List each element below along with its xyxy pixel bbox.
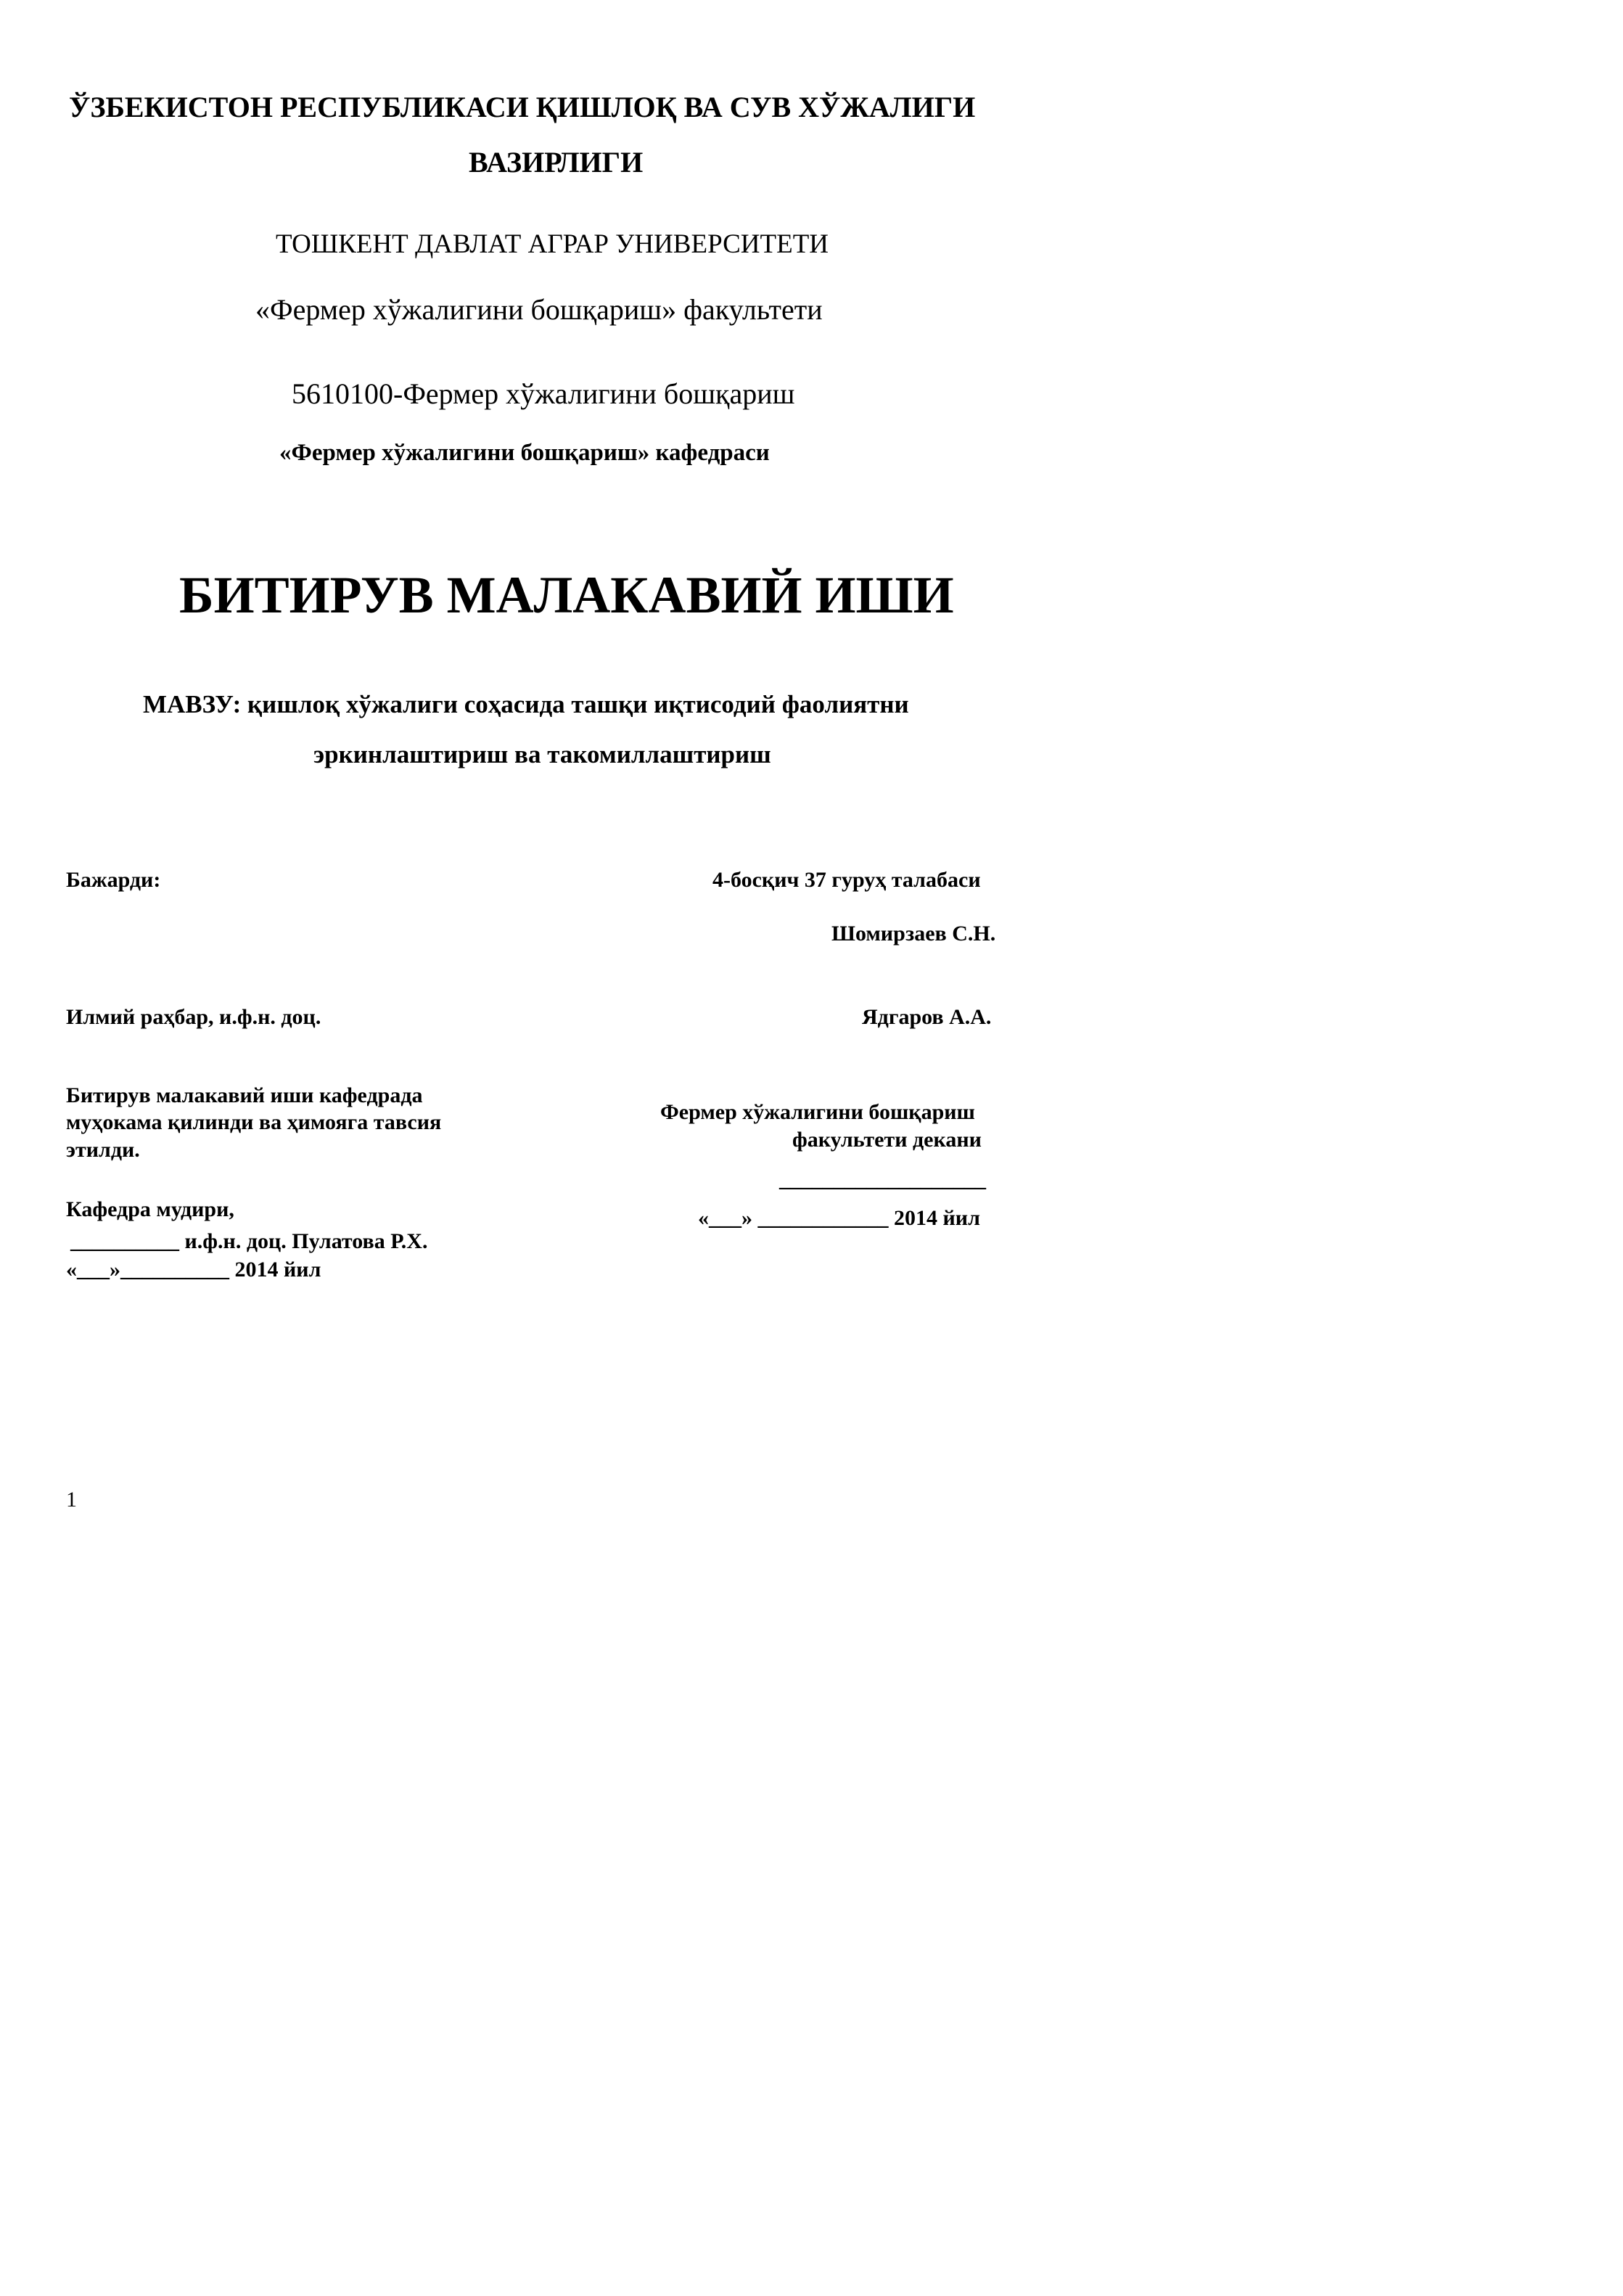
author-label: Бажарди:: [66, 868, 161, 892]
specialty-code: 5610100-Фермер хўжалигини бошқариш: [292, 377, 795, 410]
page-number: 1: [66, 1488, 77, 1512]
ministry-title-line1: ЎЗБЕКИСТОН РЕСПУБЛИКАСИ ҚИШЛОҚ ВА СУВ ХЎЖАЛИГИ: [69, 91, 976, 123]
approval-text-line3: этилди.: [66, 1138, 140, 1162]
approval-text-line1: Битирув малакавий иши кафедрада: [66, 1083, 423, 1107]
department-name: «Фермер хўжалигини бошқариш» кафедраси: [279, 440, 770, 466]
department-head-label: Кафедра мудири,: [66, 1197, 234, 1221]
dean-signature-line: ___________________: [779, 1168, 986, 1192]
dean-title-line1: Фермер хўжалигини бошқариш: [660, 1100, 975, 1124]
university-name: ТОШКЕНТ ДАВЛАТ АГРАР УНИВЕРСИТЕТИ: [276, 229, 829, 259]
approval-text-line2: муҳокама қилинди ва ҳимояга тавсия: [66, 1110, 442, 1134]
dean-date: «___» ____________ 2014 йил: [698, 1206, 980, 1230]
document-title: БИТИРУВ МАЛАКАВИЙ ИШИ: [179, 566, 954, 624]
author-name: Шомирзаев С.Н.: [831, 922, 996, 946]
topic-line2: эркинлаштириш ва такомиллаштириш: [313, 740, 771, 768]
department-head-signature: __________ и.ф.н. доц. Пулатова Р.Х.: [70, 1229, 428, 1253]
ministry-title-line2: ВАЗИРЛИГИ: [469, 146, 644, 179]
department-head-date: «___»__________ 2014 йил: [66, 1258, 321, 1282]
dean-title-line2: факультети декани: [792, 1128, 982, 1152]
topic-line1: МАВЗУ: қишлоқ хўжалиги соҳасида ташқи иқтисодий фаолиятни: [143, 690, 909, 718]
supervisor-name: Ядгаров А.А.: [862, 1005, 992, 1029]
author-group: 4-босқич 37 гуруҳ талабаси: [712, 868, 981, 892]
supervisor-label: Илмий раҳбар, и.ф.н. доц.: [66, 1005, 321, 1029]
faculty-name: «Фермер хўжалигини бошқариш» факультети: [255, 293, 823, 326]
